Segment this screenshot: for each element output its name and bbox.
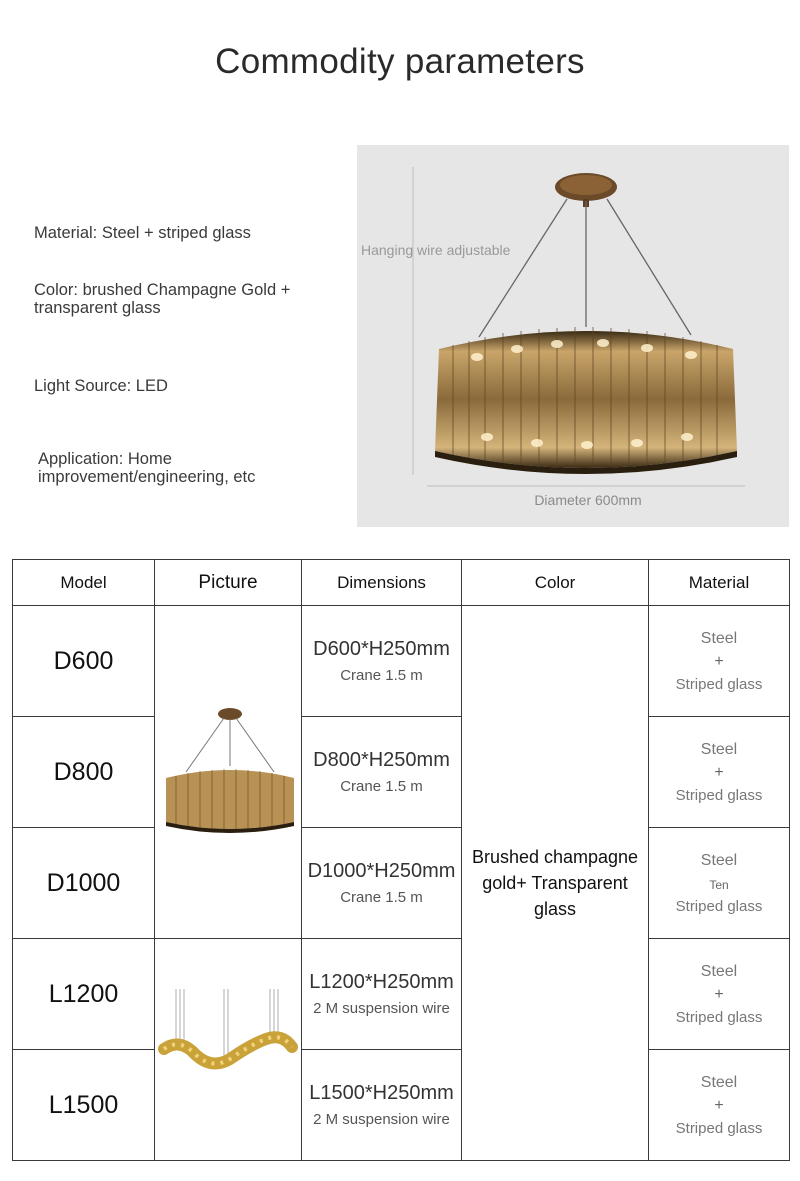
header-color: Color — [462, 560, 649, 606]
dimensions-cell: D1000*H250mm Crane 1.5 m — [302, 828, 462, 939]
chandelier-illustration — [357, 145, 789, 527]
wave-chandelier-icon — [158, 987, 298, 1107]
model-cell: D600 — [13, 606, 155, 717]
dimensions-cell: D800*H250mm Crane 1.5 m — [302, 717, 462, 828]
table-row — [13, 717, 790, 828]
table-row — [13, 1050, 790, 1161]
header-material: Material — [649, 560, 790, 606]
parameters-table — [12, 559, 790, 1161]
spec-color: Color: brushed Champagne Gold + transparent glass — [34, 281, 291, 317]
round-chandelier-picture — [155, 606, 302, 939]
model-cell: D1000 — [13, 828, 155, 939]
material-cell: Steel Ten Striped glass — [649, 828, 790, 939]
table-header-row — [13, 560, 790, 606]
header-model: Model — [13, 560, 155, 606]
hanging-wire-label: Hanging wire adjustable — [361, 242, 511, 258]
header-picture: Picture — [155, 560, 302, 606]
material-cell: Steel + Striped glass — [649, 1050, 790, 1161]
model-cell: D800 — [13, 717, 155, 828]
wave-chandelier-picture — [155, 939, 302, 1161]
round-chandelier-icon — [158, 700, 298, 840]
material-cell: Steel + Striped glass — [649, 939, 790, 1050]
table-row — [13, 939, 790, 1050]
dimensions-cell: D600*H250mm Crane 1.5 m — [302, 606, 462, 717]
diameter-label: Diameter 600mm — [534, 492, 642, 508]
spec-application: Application: Home improvement/engineering, etc — [38, 450, 256, 486]
model-cell: L1500 — [13, 1050, 155, 1161]
dimensions-cell: L1500*H250mm 2 M suspension wire — [302, 1050, 462, 1161]
material-cell: Steel + Striped glass — [649, 606, 790, 717]
material-cell: Steel + Striped glass — [649, 717, 790, 828]
table-row — [13, 828, 790, 939]
header-dimensions: Dimensions — [302, 560, 462, 606]
model-cell: L1200 — [13, 939, 155, 1050]
color-cell: Brushed champagne gold+ Transparent glass — [462, 606, 649, 1161]
table-row — [13, 606, 790, 717]
spec-material: Material: Steel + striped glass — [34, 224, 251, 242]
page-title: Commodity parameters — [215, 42, 585, 81]
product-photo — [357, 145, 789, 527]
dimensions-cell: L1200*H250mm 2 M suspension wire — [302, 939, 462, 1050]
spec-light-source: Light Source: LED — [34, 377, 168, 395]
